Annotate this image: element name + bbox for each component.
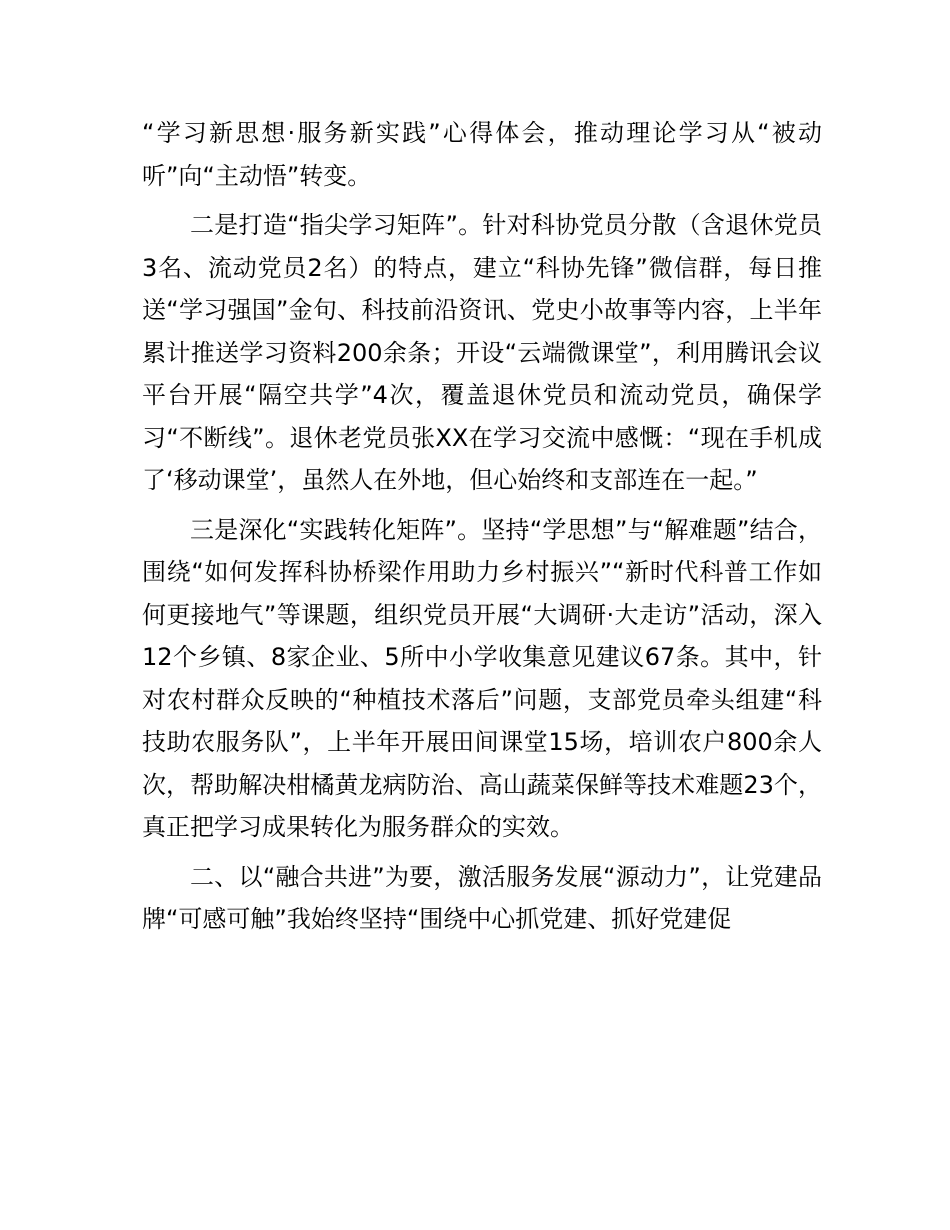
paragraph-practice-transformation: 三是深化“实践转化矩阵”。坚持“学思想”与“解难题”结合，围绕“如何发挥科协桥梁作用助力乡村振兴”“新时代科普工作如何更接地气”等课题，组织党员开展“大调研·大走访”活动，深入12个乡镇、8家企业、5所中小学收集意见建议67条。其中，针对农村群众反映的“种植技术落后”问题，支部党员牵头组建“科技助农服务队”，上半年开展田间课堂15场，培训农户800余人次，帮助解决柑橘黄龙病防治、高山蔬菜保鲜等技术难题23个，真正把学习成果转化为服务群众的实效。	[142, 515, 822, 841]
document-body	[142, 112, 822, 948]
paragraph-fingertip-learning: 二是打造“指尖学习矩阵”。针对科协党员分散（含退休党员3名、流动党员2名）的特点，建立“科协先锋”微信群，每日推送“学习强国”金句、科技前沿资讯、党史小故事等内容，上半年累计推送学习资料200余条；开设“云端微课堂”，利用腾讯会议平台开展“隔空共学”4次，覆盖退休党员和流动党员，确保学习“不断线”。退休老党员张XX在学习交流中感慨：“现在手机成了‘移动课堂’，虽然人在外地，但心始终和支部连在一起。”	[142, 211, 822, 494]
paragraph-section-two-heading: 二、以“融合共进”为要，激活服务发展“源动力”，让党建品牌“可感可触”我始终坚持“围绕中心抓党建、抓好党建促	[142, 862, 822, 933]
paragraph-continuation: “学习新思想·服务新实践”心得体会，推动理论学习从“被动听”向“主动悟”转变。	[142, 119, 822, 190]
